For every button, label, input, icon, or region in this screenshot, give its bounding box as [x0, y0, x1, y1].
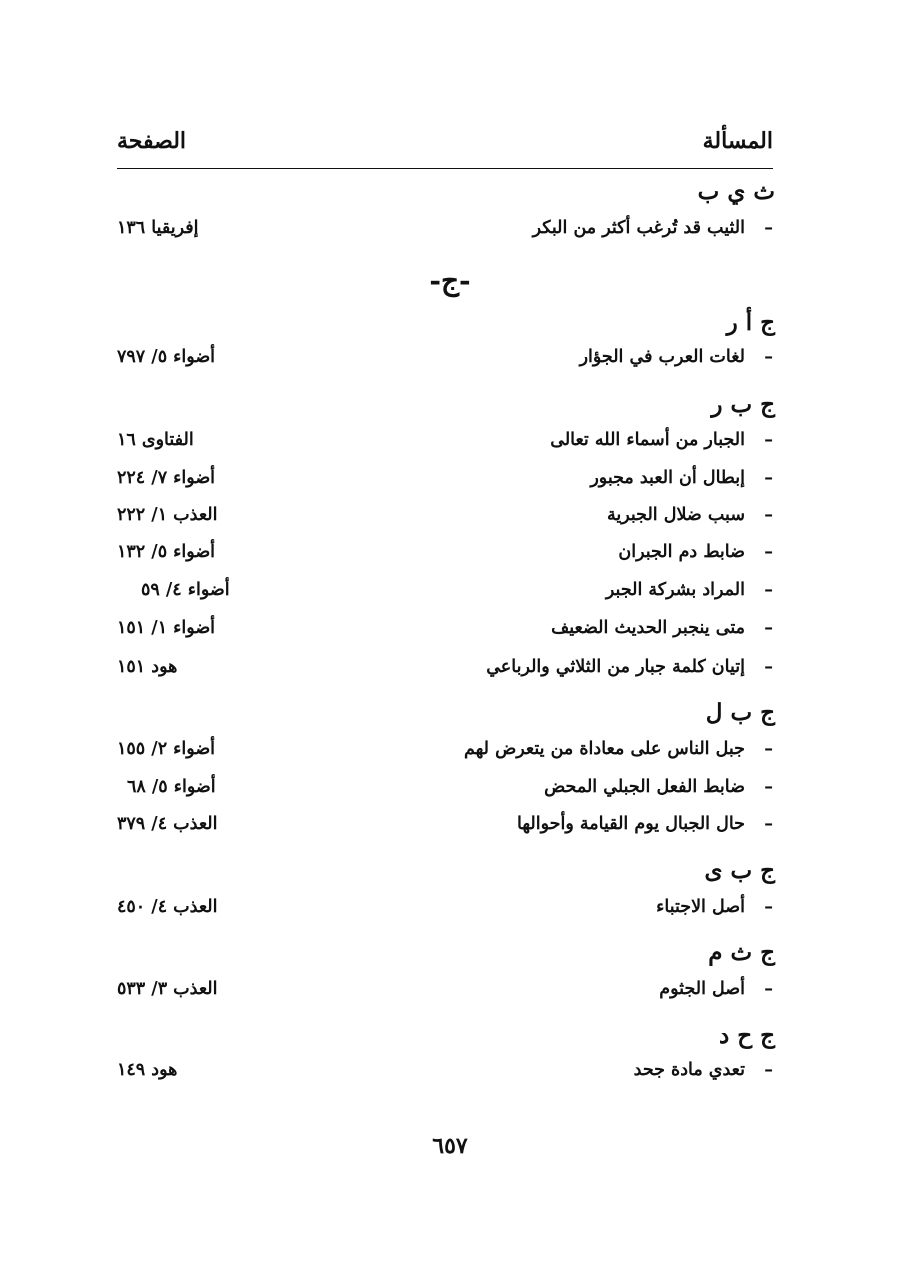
index-entry — [117, 580, 773, 610]
column-header-issue: المسألة — [702, 128, 773, 154]
entry-dash: – — [764, 897, 773, 917]
entry-text: تعدي مادة جحد — [633, 1060, 745, 1080]
root-heading: ج ث م — [708, 939, 775, 966]
root-heading: ج ب ل — [705, 699, 775, 726]
entry-dash: – — [764, 979, 773, 999]
entry-text: الثيب قد تُرغب أكثر من البكر — [532, 218, 745, 238]
entry-text: جبل الناس على معاداة من يتعرض لهم — [463, 739, 745, 759]
entry-text: ضابط دم الجبران — [618, 542, 745, 562]
index-entry — [117, 218, 773, 248]
entry-dash: – — [764, 468, 773, 488]
entry-dash: – — [764, 580, 773, 600]
entry-ref: أضواء ٢/ ١٥٥ — [117, 739, 216, 759]
entry-text: إبطال أن العبد مجبور — [590, 468, 745, 488]
entry-dash: – — [764, 218, 773, 238]
entry-ref: العذب ٤/ ٤٥٠ — [117, 897, 218, 917]
entry-dash: – — [764, 618, 773, 638]
entry-text: أصل الاجتباء — [656, 897, 745, 917]
entry-text: متى ينجبر الحديث الضعيف — [551, 618, 745, 638]
column-header-page: الصفحة — [117, 128, 187, 154]
index-entry — [117, 739, 773, 769]
entry-ref: العذب ٤/ ٣٧٩ — [117, 814, 218, 834]
entry-dash: – — [764, 430, 773, 450]
entry-dash: – — [764, 542, 773, 562]
index-entry — [117, 897, 773, 927]
index-entry — [117, 347, 773, 377]
root-heading: ث ي ب — [697, 178, 775, 205]
entry-dash: – — [764, 657, 773, 677]
entry-ref: أضواء ٥/ ١٣٢ — [117, 542, 216, 562]
root-heading: ج ب ر — [711, 391, 775, 418]
index-entry — [117, 979, 773, 1009]
entry-text: لغات العرب في الجؤار — [579, 347, 745, 367]
entry-ref: أضواء ١/ ١٥١ — [117, 618, 216, 638]
index-entry — [117, 618, 773, 648]
root-heading: ج ح د — [719, 1022, 775, 1049]
index-entry — [117, 1060, 773, 1090]
entry-dash: – — [764, 1060, 773, 1080]
entry-text: سبب ضلال الجبرية — [606, 505, 745, 525]
entry-ref: أضواء ٤/ ٥٩ — [141, 580, 230, 600]
entry-dash: – — [764, 505, 773, 525]
entry-ref: أضواء ٥/ ٦٨ — [127, 777, 216, 797]
root-heading: ج أ ر — [726, 309, 775, 336]
entry-text: الجبار من أسماء الله تعالى — [550, 430, 745, 450]
root-heading: ج ب ى — [704, 857, 775, 884]
entry-text: إتيان كلمة جبار من الثلاثي والرباعي — [486, 657, 745, 677]
index-entry — [117, 814, 773, 844]
header-rule — [117, 168, 773, 169]
entry-dash: – — [764, 347, 773, 367]
page-number: ٦٥٧ — [432, 1133, 468, 1159]
index-entry — [117, 777, 773, 807]
index-entry — [117, 468, 773, 498]
entry-ref: هود ١٤٩ — [117, 1060, 178, 1080]
entry-text: أصل الجثوم — [659, 979, 745, 999]
entry-dash: – — [764, 777, 773, 797]
entry-ref: أضواء ٧/ ٢٢٤ — [117, 468, 216, 488]
entry-ref: الفتاوى ١٦ — [117, 430, 194, 450]
index-entry — [117, 430, 773, 460]
entry-ref: أضواء ٥/ ٧٩٧ — [117, 347, 216, 367]
entry-dash: – — [764, 814, 773, 834]
entry-dash: – — [764, 739, 773, 759]
index-entry — [117, 542, 773, 572]
entry-text: حال الجبال يوم القيامة وأحوالها — [517, 814, 745, 834]
entry-ref: إفريقيا ١٣٦ — [117, 218, 199, 238]
entry-ref: العذب ١/ ٢٢٢ — [117, 505, 218, 525]
index-entry — [117, 505, 773, 535]
index-entry — [117, 657, 773, 687]
entry-ref: هود ١٥١ — [117, 657, 178, 677]
entry-text: المراد بشركة الجبر — [605, 580, 745, 600]
section-letter: -ج- — [429, 264, 471, 297]
entry-ref: العذب ٣/ ٥٣٣ — [117, 979, 218, 999]
entry-text: ضابط الفعل الجبلي المحض — [544, 777, 745, 797]
